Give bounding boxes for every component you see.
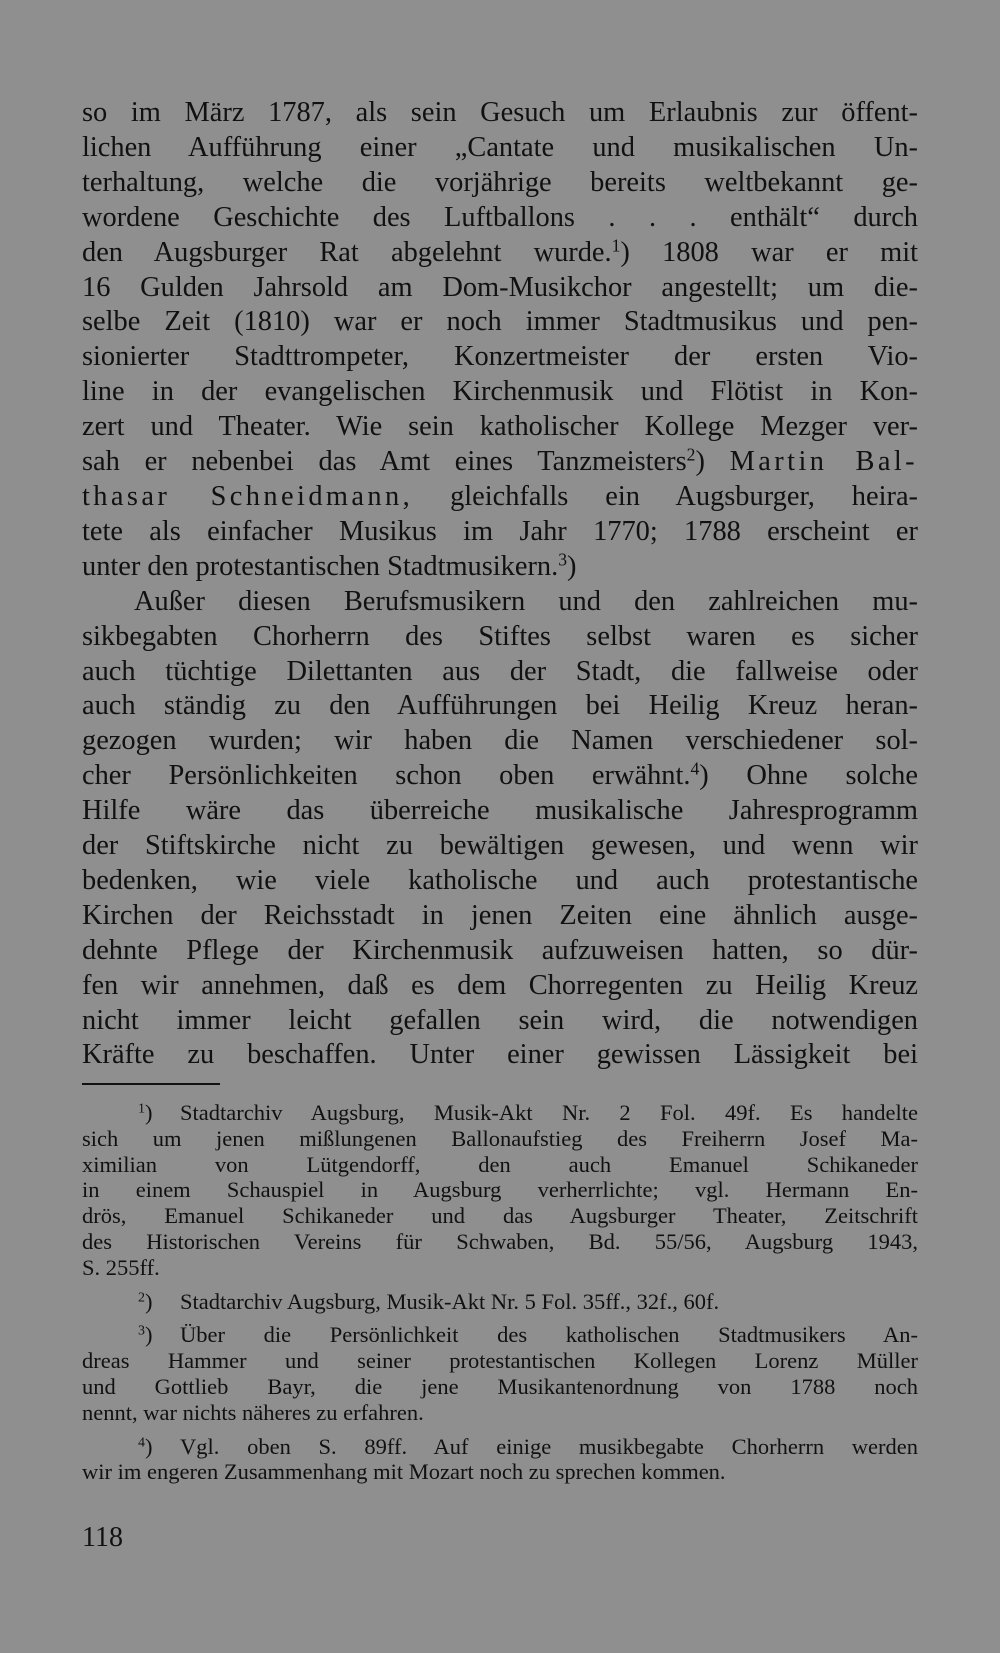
text-line-1: so im März 1787, als sein Gesuch um Erlaubnis zur öffent- [82, 97, 918, 128]
paren-close: ) [695, 446, 705, 478]
footnote-line: drös, Emanuel Schikaneder und das Augsburger Theater, Zeitschrift [82, 1203, 918, 1229]
text-line-11 [82, 445, 918, 480]
footnote-ref-2: 2 [686, 444, 696, 465]
text-line-27: nicht immer leicht gefallen sein wird, die notwendigen [82, 1004, 918, 1036]
text-line-12 [82, 480, 918, 515]
text-line-4: wordene Geschichte des Luftballons . . . enthält“ durch [82, 201, 918, 233]
text-fragment-11a: sah er nebenbei das Amt eines Tanzmeisters [82, 446, 687, 478]
text-line-15: Außer diesen Berufsmusikern und den zahlreichen mu- [134, 585, 918, 617]
footnote-ref-1: 1 [611, 234, 621, 255]
text-fragment-5b: 1808 war er mit [629, 236, 918, 268]
text-line-13: tete als einfacher Musikus im Jahr 1770; 1788 erscheint er [82, 515, 918, 547]
page-number: 118 [82, 1522, 123, 1553]
footnote-marker-4: $^4$) [138, 1433, 153, 1459]
footnote-line: nennt, war nichts näheres zu erfahren. [82, 1399, 424, 1425]
text-line-17: auch tüchtige Dilettanten aus der Stadt, die fallweise oder [82, 655, 918, 687]
text-line-9: line in der evangelischen Kirchenmusik und Flötist in Kon- [82, 376, 918, 408]
footnote-3 [82, 1322, 918, 1425]
text-fragment-20b: Ohne solche [708, 760, 918, 792]
footnote-line: wir im engeren Zusammenhang mit Mozart noch zu sprechen kommen. [82, 1459, 726, 1485]
footnote-4 [82, 1434, 918, 1486]
footnote-2 [82, 1289, 918, 1315]
footnote-ref-4: 4 [690, 758, 700, 779]
footnote-ref-3: 3 [558, 549, 568, 570]
text-fragment-12b: gleichfalls ein Augsburger, heira- [413, 480, 919, 512]
text-line-14 [82, 550, 918, 585]
text-fragment-5a: den Augsburger Rat abgelehnt wurde. [82, 236, 612, 268]
text-line-25: dehnte Pflege der Kirchenmusik aufzuweisen hatten, so dür- [82, 934, 918, 966]
footnote-line: sich um jenen mißlungenen Ballonaufstieg des Freiherrn Josef Ma- [82, 1125, 918, 1151]
footnote-separator [82, 1083, 220, 1085]
text-line-22: der Stiftskirche nicht zu bewältigen gewesen, und wenn wir [82, 830, 918, 862]
footnote-marker-1: $^1$) [138, 1100, 153, 1125]
text-line-6: 16 Gulden Jahrsold am Dom-Musikchor angestellt; um die- [82, 271, 918, 303]
text-line-28: Kräfte zu beschaffen. Unter einer gewissen Lässigkeit bei [82, 1039, 918, 1071]
paren-close: ) [699, 760, 709, 792]
person-name: thasar Schneidmann, [82, 480, 414, 512]
text-line-18: auch ständig zu den Aufführungen bei Heilig Kreuz heran- [82, 690, 918, 722]
text-fragment-14a: unter den protestantischen Stadtmusikern. [82, 550, 559, 582]
footnote-1 [82, 1100, 918, 1281]
footnote-line: $^2$) Stadtarchiv Augsburg, Musik-Akt Nr. 5 Fol. 35ff., 32f., 60f. [82, 1289, 918, 1315]
text-line-5 [82, 236, 918, 271]
paren-close: ) [620, 236, 630, 268]
footnote-line: $^1$) Stadtarchiv Augsburg, Musik-Akt Nr. 2 Fol. 49f. Es handelte [82, 1100, 918, 1126]
footnotes-section [82, 1100, 918, 1493]
footnote-line: S. 255ff. [82, 1254, 160, 1280]
text-line-19: gezogen wurden; wir haben die Namen verschiedener sol- [82, 725, 918, 757]
footnote-line: $^3$) Über die Persönlichkeit des katholischen Stadtmusikers An- [82, 1322, 918, 1348]
main-body-text [82, 96, 918, 1073]
text-line-21: Hilfe wäre das überreiche musikalische Jahresprogramm [82, 795, 918, 827]
text-line-2: lichen Aufführung einer „Cantate und musikalischen Un- [82, 131, 918, 163]
text-line-26: fen wir annehmen, daß es dem Chorregenten zu Heilig Kreuz [82, 969, 918, 1001]
text-fragment-20a: cher Persönlichkeiten schon oben erwähnt. [82, 760, 691, 792]
footnote-line: in einem Schauspiel in Augsburg verherrlichte; vgl. Hermann En- [82, 1177, 918, 1203]
paren-close: ) [567, 550, 577, 582]
text-line-24: Kirchen der Reichsstadt in jenen Zeiten eine ähnlich ausge- [82, 899, 918, 931]
text-line-10: zert und Theater. Wie sein katholischer Kollege Mezger ver- [82, 411, 918, 443]
footnote-line: und Gottlieb Bayr, die jene Musikantenordnung von 1788 noch [82, 1373, 918, 1399]
footnote-marker-3: $^3$) [138, 1322, 153, 1348]
text-line-20 [82, 759, 918, 794]
footnote-line: dreas Hammer und seiner protestantischen Kollegen Lorenz Müller [82, 1348, 918, 1374]
text-line-16: sikbegabten Chorherrn des Stiftes selbst waren es sicher [82, 620, 918, 652]
text-line-8: sionierter Stadttrompeter, Konzertmeister der ersten Vio- [82, 341, 918, 373]
footnote-line: des Historischen Vereins für Schwaben, Bd. 55/56, Augsburg 1943, [82, 1228, 918, 1254]
text-line-3: terhaltung, welche die vorjährige bereits weltbekannt ge- [82, 166, 918, 198]
person-name: Martin Bal- [729, 446, 918, 478]
footnote-line: $^4$) Vgl. oben S. 89ff. Auf einige musikbegabte Chorherrn werden [82, 1434, 918, 1460]
footnote-marker-2: $^2$) [138, 1288, 153, 1314]
footnote-line: ximilian von Lütgendorff, den auch Emanuel Schikaneder [82, 1151, 918, 1177]
text-line-23: bedenken, wie viele katholische und auch protestantische [82, 864, 918, 896]
text-line-7: selbe Zeit (1810) war er noch immer Stadtmusikus und pen- [82, 306, 918, 338]
